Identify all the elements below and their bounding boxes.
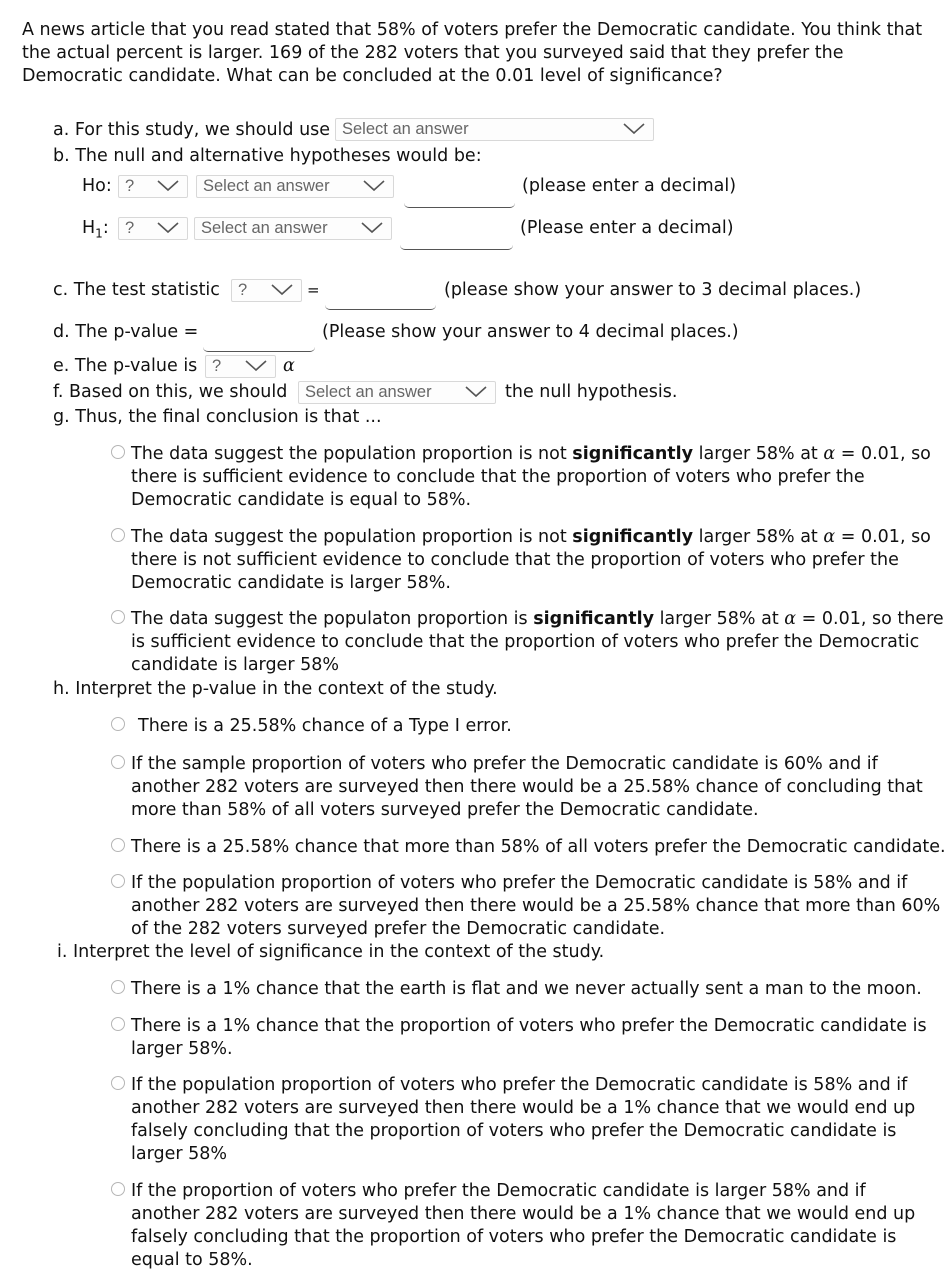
part-h-label: h. Interpret the p-value in the context of the study.	[53, 679, 498, 699]
part-i-label: i. Interpret the level of significance in the context of the study.	[57, 942, 605, 962]
alpha-symbol: α	[283, 356, 295, 376]
select-placeholder: ?	[238, 281, 248, 299]
pvalue-option-2[interactable]	[131, 753, 923, 822]
pvalue-option-1[interactable]	[138, 715, 512, 738]
ho-operator-select[interactable]	[196, 175, 394, 198]
part-c-label: c. The test statistic	[53, 280, 220, 300]
option-text: larger 58%.	[131, 1039, 233, 1059]
pvalue-option-3-radio[interactable]	[111, 838, 125, 852]
option-text: There is a 25.58% chance of a Type I error.	[138, 716, 512, 736]
h1-colon: :	[102, 218, 109, 238]
select-placeholder: Select an answer	[342, 120, 469, 138]
ho-hint: (please enter a decimal)	[522, 176, 737, 196]
part-e-label: e. The p-value is	[53, 356, 198, 376]
pvalue-option-4-radio[interactable]	[111, 874, 125, 888]
h1-label	[82, 217, 109, 246]
test-type-select[interactable]	[335, 118, 654, 141]
chevron-down-icon	[465, 386, 487, 398]
h1-subscript: 1	[95, 226, 103, 241]
option-text: another 282 voters are surveyed then there would be a 25.58% chance of concluding that	[131, 777, 923, 797]
chevron-down-icon	[271, 284, 293, 296]
conclusion-option-3-radio[interactable]	[111, 610, 125, 624]
option-text: there is sufficient evidence to conclude that the proportion of voters who prefer the	[131, 467, 865, 487]
conclusion-option-3[interactable]	[131, 608, 944, 677]
ho-label: Ho:	[82, 176, 112, 196]
option-text: equal to 58%.	[131, 1250, 253, 1270]
option-text: There is a 1% chance that the proportion of voters who prefer the Democratic candidate is	[131, 1016, 927, 1036]
option-text: If the sample proportion of voters who prefer the Democratic candidate is 60% and if	[131, 754, 878, 774]
chevron-down-icon	[623, 123, 645, 135]
h1-letter: H	[82, 218, 96, 238]
significance-option-4-radio[interactable]	[111, 1182, 125, 1196]
option-bold-text: significantly	[572, 527, 694, 547]
option-text: larger 58% at	[693, 444, 824, 464]
test-statistic-input[interactable]	[325, 288, 436, 310]
alpha-symbol: α	[823, 444, 836, 464]
select-placeholder: ?	[125, 177, 135, 195]
conclusion-option-2[interactable]	[131, 526, 931, 595]
option-text: = 0.01, so	[835, 444, 931, 464]
chevron-down-icon	[363, 180, 385, 192]
option-text: is sufficient evidence to conclude that the proportion of voters who prefer the Democratic	[131, 632, 920, 652]
option-text: = 0.01, so there	[796, 609, 944, 629]
question-line: A news article that you read stated that 58% of voters prefer the Democratic candidate. You think that	[22, 20, 923, 40]
part-b-label: b. The null and alternative hypotheses would be:	[53, 146, 482, 166]
part-d-hint: (Please show your answer to 4 decimal places.)	[322, 322, 739, 342]
h1-hint: (Please enter a decimal)	[520, 218, 734, 238]
significance-option-3[interactable]	[131, 1074, 915, 1166]
pvalue-option-1-radio[interactable]	[111, 717, 125, 731]
significance-option-3-radio[interactable]	[111, 1076, 125, 1090]
significance-option-1[interactable]	[131, 978, 922, 1001]
part-a-label: a. For this study, we should use	[53, 120, 331, 140]
test-statistic-select[interactable]	[231, 279, 302, 302]
conclusion-option-2-radio[interactable]	[111, 528, 125, 542]
chevron-down-icon	[157, 180, 179, 192]
p-value-input[interactable]	[203, 330, 315, 352]
part-f-suffix: the null hypothesis.	[505, 382, 678, 402]
option-text: Democratic candidate is equal to 58%.	[131, 490, 472, 510]
equals-sign: =	[307, 281, 320, 299]
option-bold-text: significantly	[572, 444, 694, 464]
option-text: If the population proportion of voters who prefer the Democratic candidate is 58% and if	[131, 1075, 908, 1095]
option-text: of the 282 voters surveyed prefer the Democratic candidate.	[131, 919, 666, 939]
p-value-comparison-select[interactable]	[205, 355, 276, 378]
question-line: the actual percent is larger. 169 of the 282 voters that you surveyed said that they prefer the	[22, 43, 844, 63]
h1-value-input[interactable]	[400, 228, 513, 250]
select-placeholder: ?	[212, 357, 222, 375]
option-text: larger 58% at	[693, 527, 824, 547]
option-text: The data suggest the populaton proportion is	[131, 609, 534, 629]
significance-option-2[interactable]	[131, 1015, 927, 1061]
option-text: another 282 voters are surveyed then there would be a 1% chance that we would end up	[131, 1204, 916, 1224]
ho-value-input[interactable]	[404, 186, 515, 208]
question-text	[22, 19, 937, 88]
option-text: The data suggest the population proportion is not	[131, 527, 573, 547]
significance-option-2-radio[interactable]	[111, 1017, 125, 1031]
option-text: If the population proportion of voters who prefer the Democratic candidate is 58% and if	[131, 873, 908, 893]
h1-operator-select[interactable]	[194, 217, 392, 240]
option-text: The data suggest the population proportion is not	[131, 444, 573, 464]
part-c-hint: (please show your answer to 3 decimal places.)	[444, 280, 862, 300]
pvalue-option-2-radio[interactable]	[111, 755, 125, 769]
option-text: larger 58% at	[654, 609, 785, 629]
alpha-symbol: α	[823, 527, 836, 547]
ho-parameter-select[interactable]	[118, 175, 188, 198]
alpha-symbol: α	[784, 609, 797, 629]
conclusion-option-1-radio[interactable]	[111, 445, 125, 459]
option-text: another 282 voters are surveyed then there would be a 1% chance that we would end up	[131, 1098, 916, 1118]
part-d-label: d. The p-value =	[53, 322, 199, 342]
option-text: larger 58%	[131, 1144, 228, 1164]
select-placeholder: Select an answer	[203, 177, 330, 195]
option-text: There is a 25.58% chance that more than 58% of all voters prefer the Democratic candidate.	[131, 837, 946, 857]
option-text: = 0.01, so	[835, 527, 931, 547]
select-placeholder: ?	[125, 219, 135, 237]
pvalue-option-4[interactable]	[131, 872, 940, 941]
h1-parameter-select[interactable]	[118, 217, 188, 240]
option-text: candidate is larger 58%	[131, 655, 339, 675]
option-text: There is a 1% chance that the earth is flat and we never actually sent a man to the moon.	[131, 979, 922, 999]
select-placeholder: Select an answer	[201, 219, 328, 237]
option-text: more than 58% of all voters surveyed prefer the Democratic candidate.	[131, 800, 759, 820]
chevron-down-icon	[157, 222, 179, 234]
decision-select[interactable]	[298, 381, 496, 404]
conclusion-option-1[interactable]	[131, 443, 931, 512]
chevron-down-icon	[361, 222, 383, 234]
significance-option-4[interactable]	[131, 1180, 915, 1272]
option-text: falsely concluding that the proportion of voters who prefer the Democratic candidate is	[131, 1121, 897, 1141]
option-bold-text: significantly	[533, 609, 654, 629]
option-text: If the proportion of voters who prefer the Democratic candidate is larger 58% and if	[131, 1181, 866, 1201]
part-g-label: g. Thus, the final conclusion is that ...	[53, 407, 382, 427]
option-text: Democratic candidate is larger 58%.	[131, 573, 451, 593]
question-line: Democratic candidate. What can be concluded at the 0.01 level of significance?	[22, 66, 723, 86]
pvalue-option-3[interactable]	[131, 836, 946, 859]
part-f-label: f. Based on this, we should	[53, 382, 288, 402]
significance-option-1-radio[interactable]	[111, 980, 125, 994]
select-placeholder: Select an answer	[305, 383, 432, 401]
option-text: another 282 voters are surveyed then there would be a 25.58% chance that more than 60%	[131, 896, 941, 916]
chevron-down-icon	[245, 360, 267, 372]
option-text: there is not sufficient evidence to conclude that the proportion of voters who prefer the	[131, 550, 899, 570]
option-text: falsely concluding that the proportion of voters who prefer the Democratic candidate is	[131, 1227, 897, 1247]
